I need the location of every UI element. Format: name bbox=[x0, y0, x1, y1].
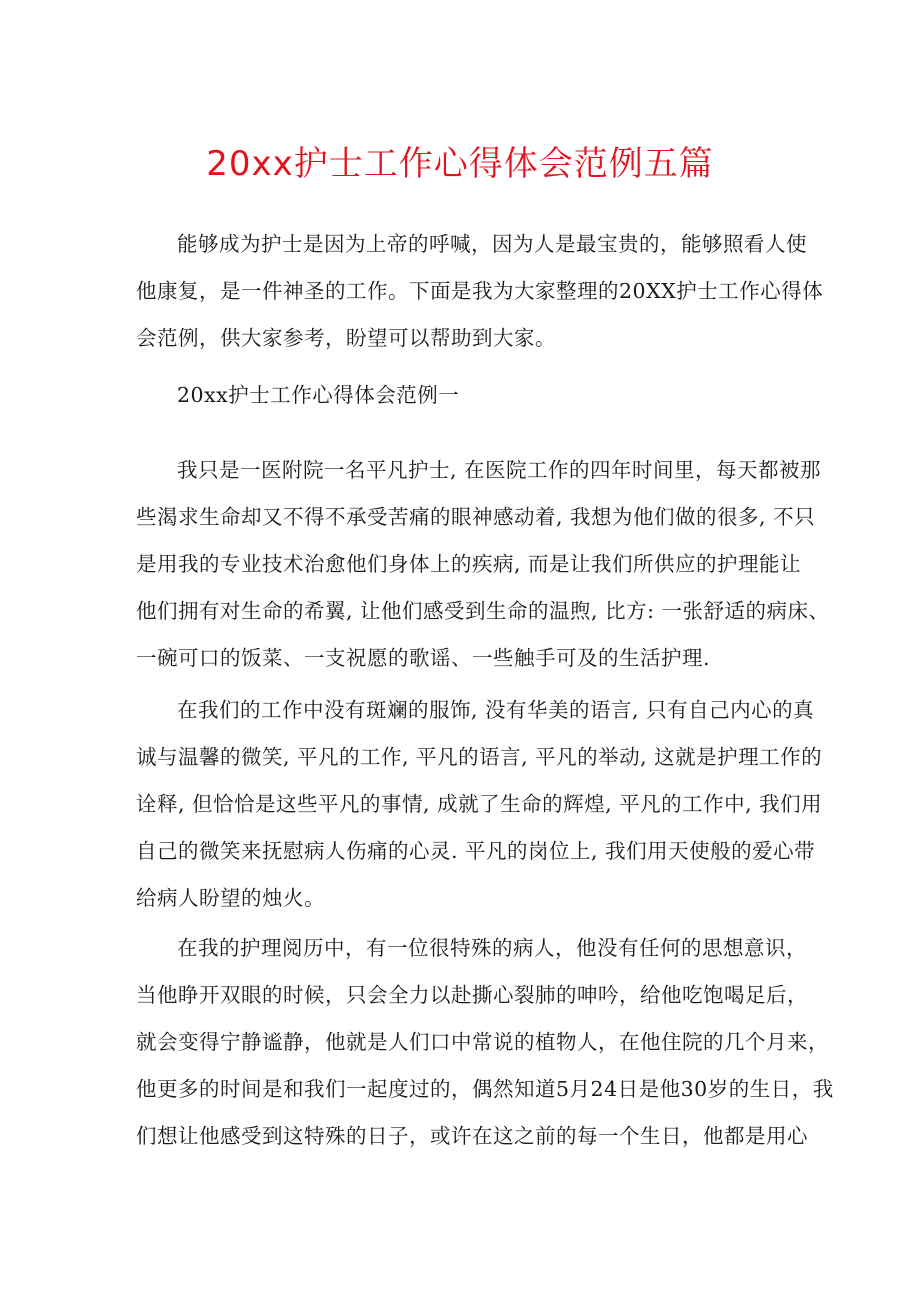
text-line: 们想让他感受到这特殊的日子，或许在这之前的每一个生日，他都是用心 bbox=[136, 1124, 808, 1148]
text-line: 诚与温馨的微笑, 平凡的工作, 平凡的语言, 平凡的举动, 这就是护理工作的 bbox=[136, 745, 823, 769]
intro-paragraph bbox=[136, 221, 824, 362]
text-line: 能够成为护士是因为上帝的呼喊，因为人是最宝贵的，能够照看人使 bbox=[177, 232, 807, 256]
paragraph-1 bbox=[136, 447, 830, 682]
text-line: 些渴求生命却又不得不承受苦痛的眼神感动着, 我想为他们做的很多, 不只 bbox=[136, 505, 816, 529]
text-line: 他康复，是一件神圣的工作。下面是我为大家整理的20XX护士工作心得体 bbox=[136, 279, 824, 303]
text-line: 当他睁开双眼的时候，只会全力以赴撕心裂肺的呻吟，给他吃饱喝足后， bbox=[136, 983, 808, 1007]
text-line: 他们拥有对生命的希翼, 让他们感受到生命的温煦, 比方: 一张舒适的病床、 bbox=[136, 599, 830, 623]
paragraph-2 bbox=[136, 687, 823, 922]
text-line: 就会变得宁静谧静，他就是人们口中常说的植物人，在他住院的几个月来， bbox=[136, 1030, 829, 1054]
text-line: 他更多的时间是和我们一起度过的，偶然知道5月24日是他30岁的生日，我 bbox=[136, 1077, 834, 1101]
text-line: 给病人盼望的烛火。 bbox=[136, 886, 325, 910]
section-heading: 20xx护士工作心得体会范例一 bbox=[177, 383, 460, 407]
text-line: 诠释, 但恰恰是这些平凡的事情, 成就了生命的辉煌, 平凡的工作中, 我们用 bbox=[136, 792, 823, 816]
text-line: 会范例，供大家参考，盼望可以帮助到大家。 bbox=[136, 326, 556, 350]
text-line: 在我们的工作中没有斑斓的服饰, 没有华美的语言, 只有自己内心的真 bbox=[177, 698, 815, 722]
text-line: 我只是一医附院一名平凡护士, 在医院工作的四年时间里，每天都被那 bbox=[177, 458, 822, 482]
text-line: 在我的护理阅历中，有一位很特殊的病人，他没有任何的思想意识， bbox=[177, 936, 807, 960]
paragraph-3 bbox=[136, 925, 834, 1160]
text-line: 自己的微笑来抚慰病人伤痛的心灵. 平凡的岗位上, 我们用天使般的爱心带 bbox=[136, 839, 816, 863]
document-title: 20xx护士工作心得体会范例五篇 bbox=[206, 144, 714, 184]
text-line: 是用我的专业技术治愈他们身体上的疾病, 而是让我们所供应的护理能让 bbox=[136, 552, 802, 576]
text-line: 一碗可口的饭菜、一支祝愿的歌谣、一些触手可及的生活护理. bbox=[136, 646, 711, 670]
